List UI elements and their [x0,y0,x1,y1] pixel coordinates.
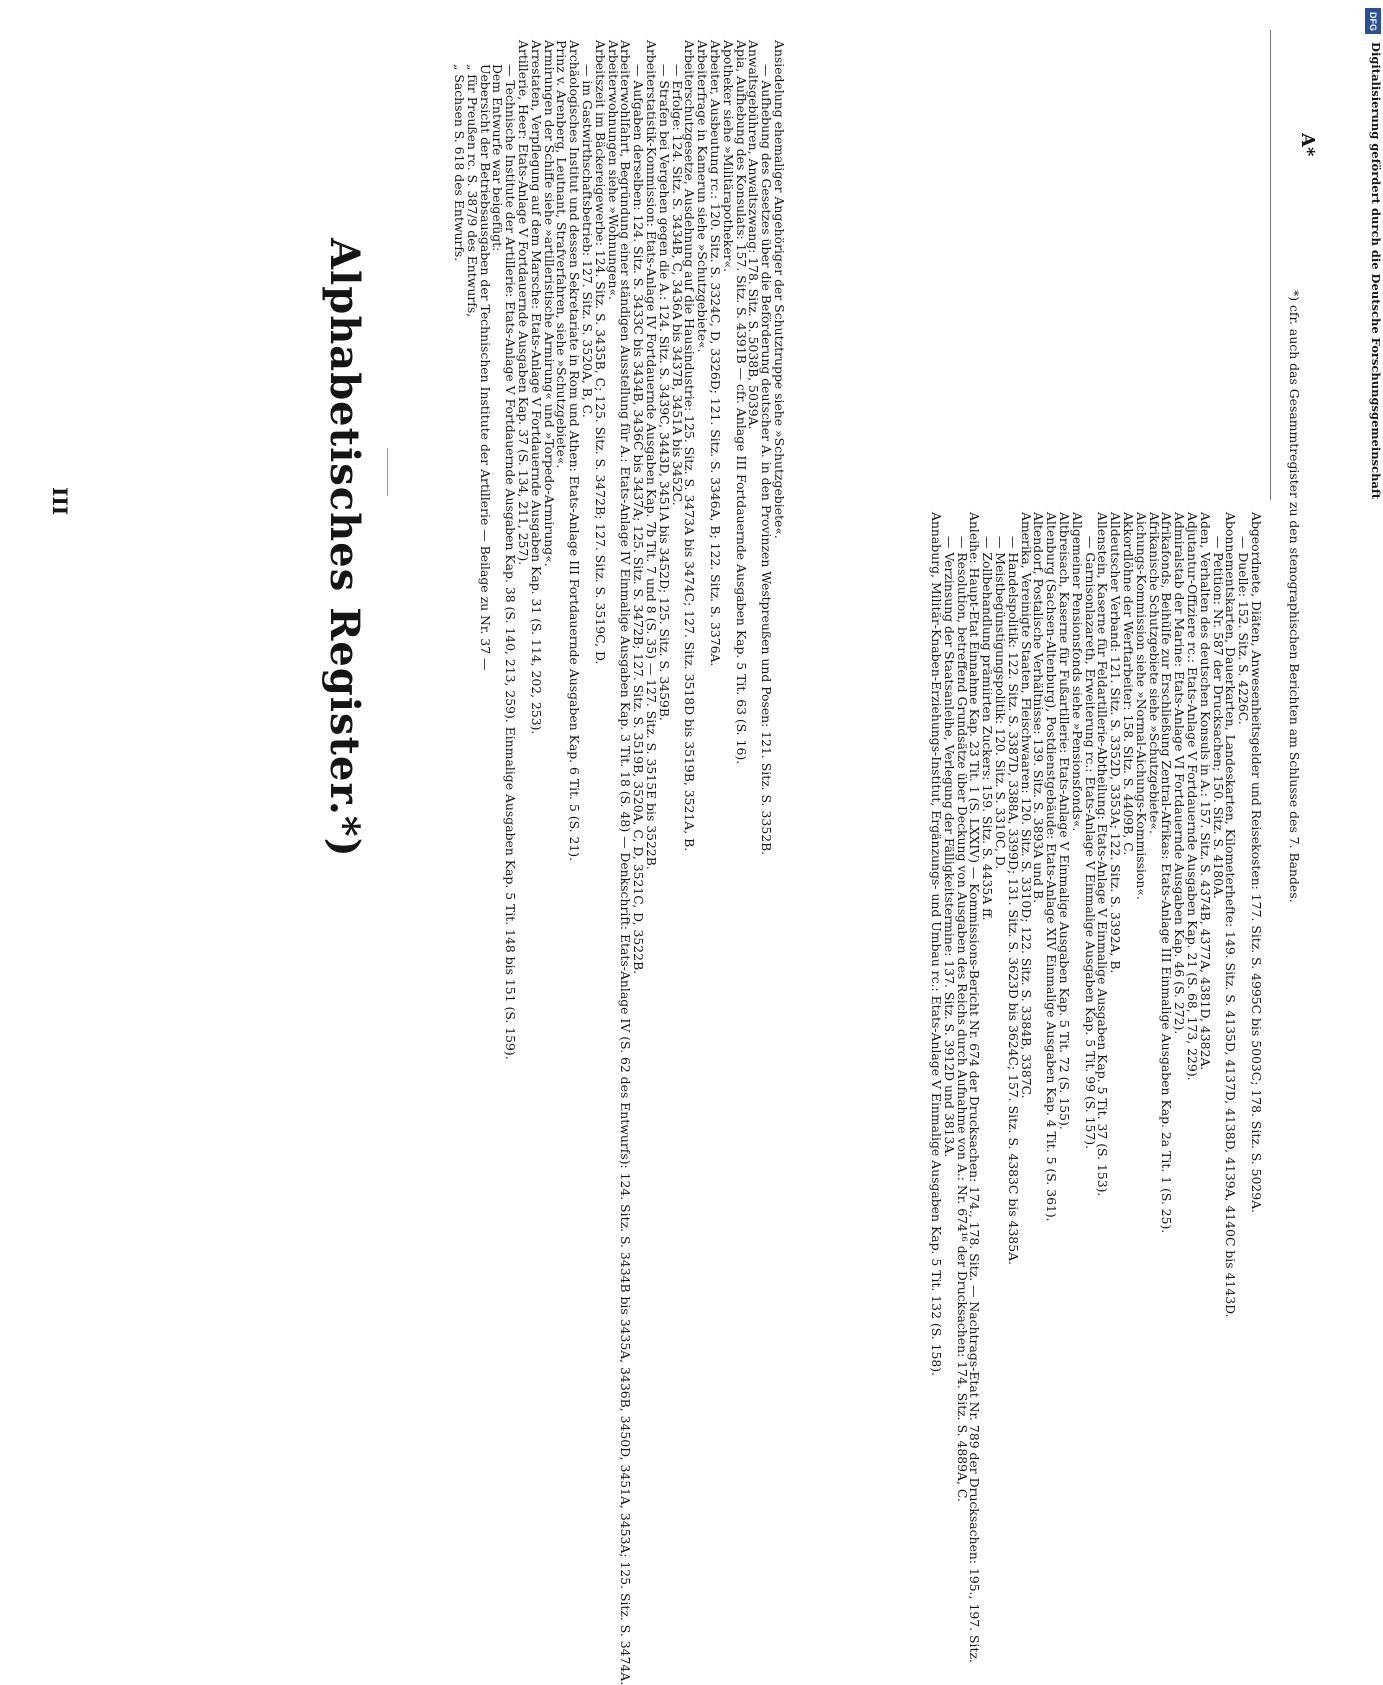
register-entry: — Meistbegünstigungspolitik: 120. Sitz. S. 3310C, D. [993,536,1009,870]
register-entry: — Duelle: 152. Sitz. S. 4226C. [1236,536,1252,725]
register-entry: Amerika, Vereinigte Staaten, Fleischwaaren: 120. Sitz. S. 3310D; 122. Sitz. S. 3384B, 3387C. [1018,512,1034,1099]
register-entry: Artillerie, Heer: Etats-Anlage V Fortdauernde Ausgaben Kap. 37 (S. 134, 211, 257). [516,40,532,566]
register-entry: Abonnementskarten, Dauerkarten, Landeskarten, Kilometerhefte: 149. Sitz. S. 4135D, 4137D, 4138D, 4139A, 4140C bis 4143D. [1223,512,1239,1318]
register-entry: — Aufhebung des Gesetzes über die Beförderung deutscher A. in den Provinzen Westpreußen und Posen: 121. Sitz. S. 3352B. [759,64,775,856]
right-column [452,40,787,1685]
register-entry: Allenstein, Kaserne für Feldartillerie-Abtheilung: Etats-Anlage V Einmalige Ausgaben Kap. 5 Tit. 37 (S. 153). [1095,512,1111,1197]
register-entry: — Zollbehandlung prämiirten Zuckers: 159. Sitz. S. 4435A ff. [980,536,996,921]
register-entry: Ansiedelung ehemaliger Angehöriger der Schutztruppe siehe »Schutzgebiete«. [772,40,787,539]
register-entry: — Handelspolitik: 122. Sitz. S. 3387D, 3388A, 3399D; 131. Sitz. S. 3623D bis 3624C; 157. Sitz. S. 4383C bis 4385A. [1005,536,1021,1265]
page-title: Alphabetisches Register.*) [321,238,368,858]
register-entry: Akkordlöhne der Werftarbeiter: 158. Sitz. S. 4409B, C. [1121,512,1137,856]
register-entry: Arbeiterwohlfahrt, Begründung einer ständigen Ausstellung für A.: Etats-Anlage IV Einmalige Ausgaben Kap. 3 Tit. 18 (S. 48) — Denkschrift: Etats-Anlage IV (S. 62 des Entwurfs): 124. Sitz. S. 3434B bis 3435A, 3436B, 3450D, 3451A, 3453A; 125. Sitz. S. 3474A. [618,40,634,1685]
register-entry: Afrikanische Schutzgebiete siehe »Schutzgebiete«. [1146,512,1162,834]
register-entry: Adjutantur-Offiziere rc.: Etats-Anlage V Fortdauernde Ausgaben Kap. 21 (S. 68, 173, 229). [1185,512,1201,1081]
register-entry: Apia, Aufhebung des Konsulats: 157. Sitz. S. 4391B — cfr. Anlage III Fortdauernde Ausgaben Kap. 5 Tit. 63 (S. 16). [733,40,749,765]
register-entry: — Petition: Nr. 587 der Drucksachen; 150. Sitz. S. 4180A. [1210,536,1226,899]
register-entry: Admiralstab der Marine: Etats-Anlage VI Fortdauernde Ausgaben Kap. 46 (S. 272). [1172,512,1188,1035]
register-entry: Altenburg (Sachsen-Altenburg), Postdienstgebäude: Etats-Anlage XIV Einmalige Ausgaben Kap. 4 Tit. 5 (S. 361). [1044,512,1060,1222]
column-divider [1270,30,1271,500]
register-entry: Aichungs-Kommission siehe »Normal-Aichungs-Kommission«. [1133,512,1149,900]
footnote: *) cfr. auch das Gesammtregister zu den stenographischen Berichten am Schlusse des 7. Bandes. [1287,290,1302,903]
register-entry: Apotheker siehe »Militärapotheker«. [720,40,736,273]
register-entry: Arbeiterstatistik-Kommission: Etats-Anlage IV Fortdauernde Ausgaben Kap. 7b Tit. 7 und 8 (S. 35) — 127. Sitz. S. 3515E bis 3522B. [644,40,660,870]
register-entry: — Technische Institute der Artillerie: Etats-Anlage V Fortdauernde Ausgaben Kap. 38 (S. 140, 213, 259). Einmalige Ausgaben Kap. 5 Tit. 148 bis 151 (S. 159). [503,64,519,1060]
register-entry: Armirungen der Schiffe siehe »artilleristische Armirung« und »Torpedo-Armirung«. [541,40,557,567]
register-entry: Altbreisach, Kaserne für Fußartillerie: Etats-Anlage V Einmalige Ausgaben Kap. 5 Tit. 72 (S. 155). [1057,512,1073,1130]
register-entry: Archäologisches Institut und dessen Sekretariate in Rom und Athen: Etats-Anlage III Fortdauernde Ausgaben Kap. 6 Tit. 5 (S. 21). [567,40,583,862]
register-entry: — Garnisonlazareth, Erweiterung rc.: Etats-Anlage V Einmalige Ausgaben Kap. 5 Tit. 99 (S. 157). [1082,536,1098,1150]
register-entry: — Verzinsung der Staatsanleihe, Verlegung der Fälligkeitstermine: 137. Sitz. S. 3912D und 3813A. [941,536,957,1158]
register-entry: Arbeitszeit im Bäckereigewerbe: 124. Sitz. S. 3435B, C; 125. Sitz. S. 3472B; 127. Sitz. S. 3519C, D. [592,40,608,665]
title-divider [387,448,388,496]
register-entry: Arbeiterfrage in Kamerun siehe »Schutzgebiete«. [695,40,711,353]
register-entry: „ für Preußen rc. S. 387/9 des Entwurfs, [464,64,480,318]
register-entry: — Strafen bei Vergehen gegen die A.: 124. Sitz. S. 3439C, 3443D, 3451A bis 3452D; 125. Sitz. S. 3459B. [656,64,672,721]
register-entry: Alldeutscher Verband: 121. Sitz. S. 3352D, 3353A; 122. Sitz. S. 3392A, B. [1108,512,1124,974]
left-column [929,512,1264,1663]
register-entry: — im Gastwirthschaftsbetrieb: 127. Sitz. S. 3520A, B, C. [580,64,596,418]
register-entry: Uebersicht der Betriebsausgaben der Technischen Institute der Artillerie — Beilage zu Nr. 37 — [477,64,493,671]
register-entry: — Resolution, betreffend Grundsätze über Deckung von Ausgaben des Reichs durch Aufnahme von A.: Nr. 674¹⁶ der Drucksachen: 174. Sitz. S. 4889A, C. [954,536,970,1502]
register-entry: — Erfolge: 124. Sitz. S. 3434B, C, 3436A bis 3437B, 3451A bis 3452C. [669,64,685,506]
register-entry: „ Sachsen S. 618 des Entwurfs. [452,64,468,262]
register-entry: Annaburg, Militär-Knaben-Erziehungs-Institut, Ergänzungs- und Umbau rc.: Etats-Anlage V Einmalige Ausgaben Kap. 5 Tit. 132 (S. 158). [929,512,945,1377]
register-entry: Arrestaten, Verpflegung auf dem Marsche: Etats-Anlage V Fortdauernde Ausgaben Kap. 31 (S. 114, 202, 253). [528,40,544,735]
register-entry: Arbeiterwohnungen siehe »Wohnungen«. [605,40,621,301]
register-entry: Arbeiterschutzgesetze, Ausdehnung auf die Hausindustrie: 125. Sitz. S. 3473A bis 3474C; 127. Sitz. 3518D bis 3519B, 3521A, B. [682,40,698,852]
page-number: III [48,487,72,516]
register-entry: Aden, Verhalten des deutschen Konsuls in A.: 157. Sitz. S. 4374B, 4377A, 4381D, 4382A. [1197,512,1213,1071]
register-entry: — Aufgaben derselben: 124. Sitz. S. 3433C bis 3434B, 3436C bis 3437A; 125. Sitz. S. 3472B; 127. Sitz. S. 3519B, 3520A, C, D, 3521C, D, 3522B. [631,64,647,975]
register-entry: Prinz v. Arenberg, Leutnant, Strafverfahren, siehe »Schutzgebiete«. [554,40,570,469]
register-entry: Altendorf, Postalische Verhältnisse: 139. Sitz. S. 3893A und B. [1031,512,1047,904]
register-entry: Dem Entwurfe war beigefügt: [490,64,506,252]
register-entry: Allgemeiner Pensionsfonds siehe »Pensionsfonds«. [1069,512,1085,832]
register-entry: Anwaltsgebühren, Anwaltszwang: 178. Sitz. S. 5038B, 5039A. [746,40,762,430]
dfg-logo: DFG [1365,8,1381,34]
register-entry: Abgeordnete, Diäten, Anwesenheitsgelder und Reisekosten: 177. Sitz. S. 4995C bis 5003C; 178. Sitz. S. 5029A. [1249,512,1264,1214]
signature-mark: A* [1297,133,1318,157]
register-entry: Afrikafonds, Beihülfe zur Erschließung Zentral-Afrikas: Etats-Anlage III Einmalige Ausgaben Kap. 2a Tit. 1 (S. 25). [1159,512,1175,1234]
register-entry: Anleihe: Haupt-Etat Einnahme Kap. 23 Tit. 1 (S. LXXIV) — Kommissions-Bericht Nr. 674 der Drucksachen: 174., 178. Sitz. — Nachtrags-Etat Nr. 789 der Drucksachen: 195., 197. Sitz. [967,512,983,1663]
digitization-note: Digitalisierung gefördert durch die Deutsche Forschungsgemeinschaft [1369,42,1383,500]
register-entry: Arbeiter, Ausbeutung rc.: 120. Sitz. S. 3324C, D, 3326D; 121. Sitz. S. 3346A, B; 122. Sitz. S. 3376A. [708,40,724,667]
